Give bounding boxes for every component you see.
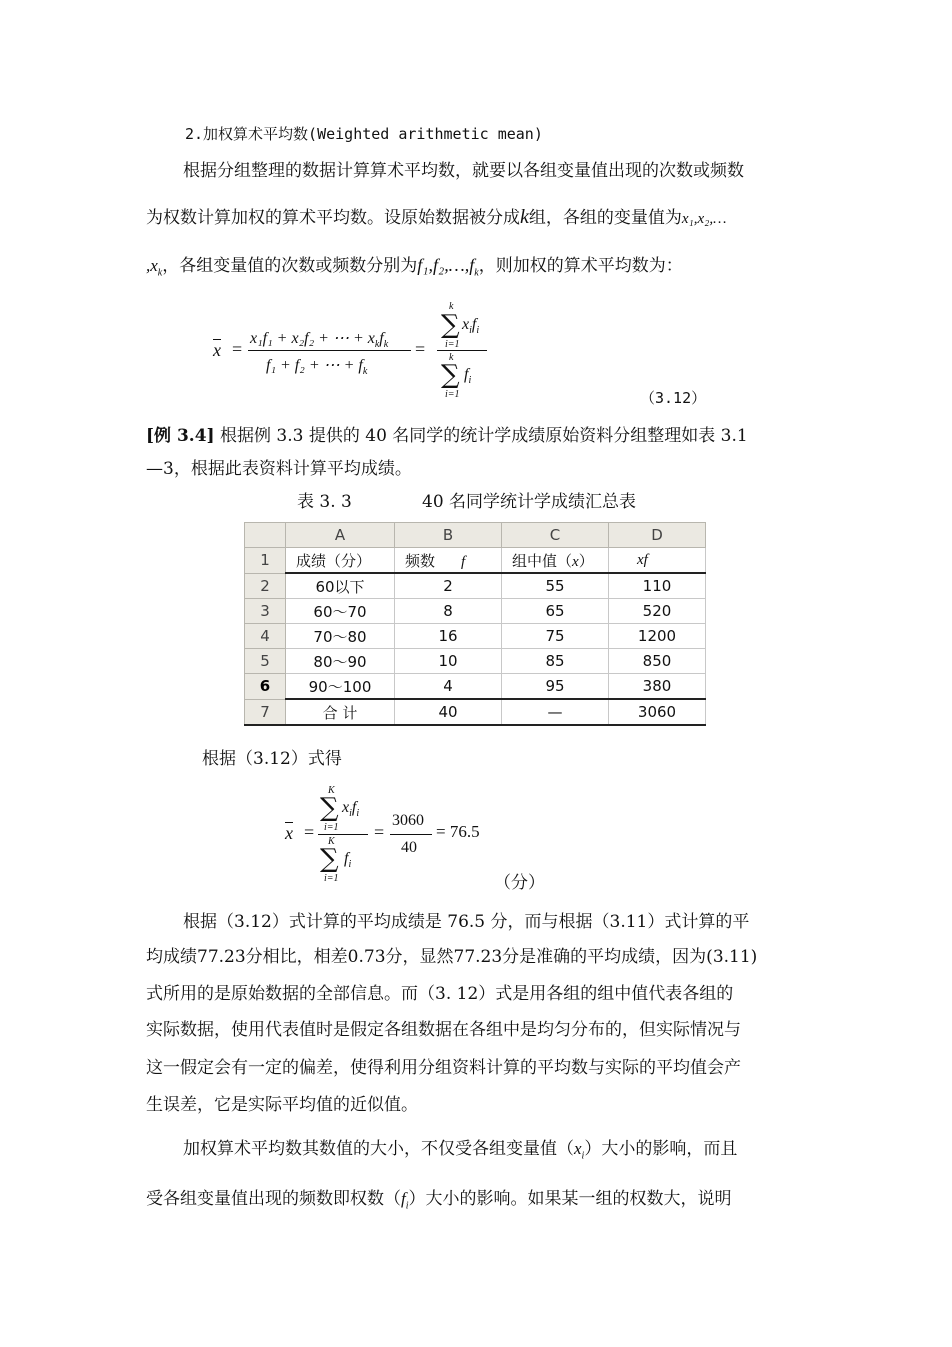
f-symbol: f (461, 553, 466, 570)
cell-total-xf[interactable]: 3060 (609, 699, 706, 725)
calc-sum-bottom: i=1 (324, 822, 339, 833)
row-number[interactable]: 4 (245, 624, 286, 649)
cell-frequency[interactable]: 2 (395, 573, 502, 599)
table-row (245, 674, 706, 700)
closing-line-1 (183, 1138, 737, 1167)
example-line-1 (146, 425, 748, 447)
cell-xf[interactable]: 520 (609, 599, 706, 624)
intro-line-3-text-c: ，则加权的算术平均数为： (478, 256, 683, 276)
equals-sign-2: = (415, 339, 426, 359)
calc-sigma: ∑ (320, 793, 339, 823)
sum-top-k: k (449, 301, 454, 312)
fraction-bar-1 (248, 350, 411, 351)
intro-line-3-text: ，各组变量值的次数或频数分别为 (162, 256, 418, 276)
column-header-d[interactable]: D (609, 523, 706, 548)
x-symbol: x (572, 553, 579, 570)
cell-frequency[interactable]: 8 (395, 599, 502, 624)
calc-numerator-term (342, 799, 359, 819)
calc-sum-top: K (328, 785, 335, 796)
table-row-total (245, 699, 706, 725)
calc-intro: 根据（3.12）式得 (202, 749, 342, 769)
row-number[interactable]: 5 (245, 649, 286, 674)
cell-score[interactable]: 60～70 (286, 599, 395, 624)
table-row (245, 649, 706, 674)
example-label: [例 3.4] (146, 426, 215, 446)
sum-numerator-term (462, 316, 479, 336)
cell-midpoint[interactable]: 85 (502, 649, 609, 674)
cell-frequency[interactable]: 4 (395, 674, 502, 700)
numerator-f: f (379, 330, 384, 347)
row-number[interactable]: 7 (245, 699, 286, 725)
sigma-symbol-2: ∑ (441, 360, 460, 390)
calc-equals-2: = (374, 822, 385, 842)
sum-f: f (471, 316, 477, 333)
closing-text-2b: ）大小的影响。如果某一组的权数大，说明 (408, 1189, 732, 1209)
sum-den-f: f (464, 366, 469, 383)
calc-den-f-i: i (348, 859, 352, 871)
x-variables: x₁,x₂,… (681, 211, 727, 227)
column-header-a[interactable]: A (286, 523, 395, 548)
cell-score[interactable]: 70～80 (286, 624, 395, 649)
calc-x: x (342, 799, 350, 816)
discussion-line-5: 这一假定会有一定的偏差，使得利用分组资料计算的平均数与实际的平均值会产 (146, 1058, 741, 1078)
sum-bottom-index-2: i=1 (445, 389, 460, 400)
discussion-line-6: 生误差，它是实际平均值的近似值。 (146, 1095, 418, 1115)
cell-total-frequency[interactable]: 40 (395, 699, 502, 725)
formula-denominator (266, 355, 367, 377)
calc-denominator-term (344, 850, 351, 870)
calc-f: f (351, 799, 357, 816)
calc-unit: （分） (494, 873, 545, 893)
calc-equals: = (304, 822, 315, 842)
closing-text-2a: 受各组变量值出现的频数即权数（ (146, 1189, 401, 1209)
formula-number: （3.12） (640, 389, 707, 407)
header-cell-xf[interactable]: xf (609, 548, 706, 574)
equals-sign: = (232, 339, 243, 359)
closing-line-2 (146, 1188, 732, 1217)
calc-x-i: i (349, 808, 352, 820)
calc-sum-top-2: K (328, 836, 335, 847)
table-caption-number: 表 3. 3 (297, 492, 352, 512)
table-row (245, 624, 706, 649)
cell-frequency[interactable]: 16 (395, 624, 502, 649)
sum-f-i: i (476, 325, 480, 337)
cell-frequency[interactable]: 10 (395, 649, 502, 674)
cell-xf[interactable]: 380 (609, 674, 706, 700)
intro-line-3 (146, 254, 683, 284)
formula-numerator (250, 328, 388, 350)
frequency-label: 频数 (405, 551, 436, 570)
calc-sigma-2: ∑ (320, 844, 339, 874)
fk-subscript: k (474, 267, 479, 279)
closing-f-i: i (405, 1200, 409, 1212)
closing-x: x (574, 1139, 582, 1158)
closing-f: f (401, 1189, 406, 1208)
sum-denominator-term (464, 366, 471, 386)
sum-x-i: i (469, 325, 472, 337)
k-symbol: k (520, 206, 529, 228)
row-number[interactable]: 2 (245, 573, 286, 599)
intro-line-1: 根据分组整理的数据计算算术平均数，就要以各组变量值出现的次数或频数 (183, 161, 744, 181)
intro-line-2-text: 为权数计算加权的算术平均数。设原始数据被分成 (146, 208, 520, 228)
cell-midpoint[interactable]: 75 (502, 624, 609, 649)
score-summary-table (244, 522, 706, 726)
cell-xf[interactable]: 110 (609, 573, 706, 599)
calc-frac-denominator: 40 (401, 839, 417, 856)
cell-total-midpoint[interactable]: — (502, 699, 609, 725)
cell-xf[interactable]: 1200 (609, 624, 706, 649)
closing-text-1a: 加权算术平均数其数值的大小，不仅受各组变量值（ (183, 1139, 574, 1159)
sum-bottom-index: i=1 (445, 339, 460, 350)
cell-midpoint[interactable]: 55 (502, 573, 609, 599)
denominator-text: f₁ + f₂ + ⋯ + f (266, 357, 363, 374)
midpoint-label: 组中值（ (512, 551, 573, 570)
xk-symbol: ,x (146, 256, 158, 275)
calc-fraction-bar-2 (390, 834, 432, 835)
closing-text-1b: ）大小的影响，而且 (584, 1139, 738, 1159)
header-cell-frequency[interactable] (395, 548, 502, 574)
example-text-1: 根据例 3.3 提供的 40 名同学的统计学成绩原始资料分组整理如表 3.1 (220, 426, 748, 446)
denominator-k: k (362, 366, 368, 378)
numerator-text: x₁f₁ + x₂f₂ + ⋯ + x (250, 330, 375, 347)
cell-score[interactable]: 90～100 (286, 674, 395, 700)
intro-line-2-text-b: 组，各组的变量值为 (528, 208, 682, 228)
calc-mean-symbol: $\overline{x}$ (285, 823, 293, 843)
mean-symbol: $\overline{x}$ (213, 340, 221, 360)
sigma-symbol: ∑ (441, 310, 460, 340)
column-header-b[interactable]: B (395, 523, 502, 548)
sum-den-f-i: i (468, 375, 472, 387)
calc-frac-numerator: 3060 (392, 812, 424, 829)
cell-total-label[interactable]: 合 计 (286, 699, 395, 725)
calc-fraction-bar (318, 834, 368, 835)
corner-cell[interactable] (245, 523, 286, 548)
calc-result: = 76.5 (436, 822, 480, 841)
cell-midpoint[interactable]: 95 (502, 674, 609, 700)
sum-top-k-2: k (449, 352, 454, 363)
cell-score[interactable]: 60以下 (286, 573, 395, 599)
closing-x-i: i (581, 1150, 585, 1162)
xk-subscript: k (157, 267, 163, 279)
cell-midpoint[interactable]: 65 (502, 599, 609, 624)
numerator-fk: k (383, 339, 389, 351)
table-row (245, 548, 706, 574)
cell-xf[interactable]: 850 (609, 649, 706, 674)
column-header-row (245, 523, 706, 548)
section-heading: 2.加权算术平均数(Weighted arithmetic mean) (185, 125, 543, 143)
calc-sum-bottom-2: i=1 (324, 873, 339, 884)
midpoint-close: ） (578, 551, 594, 570)
intro-line-2 (146, 206, 726, 230)
example-line-2: —3，根据此表资料计算平均成绩。 (146, 459, 412, 479)
row-number[interactable]: 3 (245, 599, 286, 624)
calc-f-i: i (356, 808, 360, 820)
discussion-line-1: 根据（3.12）式计算的平均成绩是 76.5 分，而与根据（3.11）式计算的平 (183, 912, 750, 932)
fraction-bar-2 (437, 350, 487, 351)
cell-score[interactable]: 80～90 (286, 649, 395, 674)
column-header-c[interactable]: C (502, 523, 609, 548)
calc-den-f: f (344, 850, 349, 867)
row-number[interactable]: 1 (245, 548, 286, 574)
discussion-line-3: 式所用的是原始数据的全部信息。而（3. 12）式是用各组的组中值代表各组的 (146, 984, 734, 1004)
f-variables: f₁,f₂,…,f (417, 255, 475, 275)
numerator-k: k (374, 339, 380, 351)
table-row (245, 573, 706, 599)
discussion-line-4: 实际数据，使用代表值时是假定各组数据在各组中是均匀分布的，但实际情况与 (146, 1020, 741, 1040)
header-cell-midpoint[interactable] (502, 548, 609, 574)
discussion-line-2: 均成绩77.23分相比，相差0.73分，显然77.23分是准确的平均成绩，因为(3.11) (146, 947, 758, 967)
header-cell-score[interactable]: 成绩（分） (286, 548, 395, 574)
sum-x: x (462, 316, 470, 333)
row-number-selected[interactable]: 6 (245, 674, 286, 700)
table-row (245, 599, 706, 624)
table-caption-title: 40 名同学统计学成绩汇总表 (422, 492, 637, 512)
